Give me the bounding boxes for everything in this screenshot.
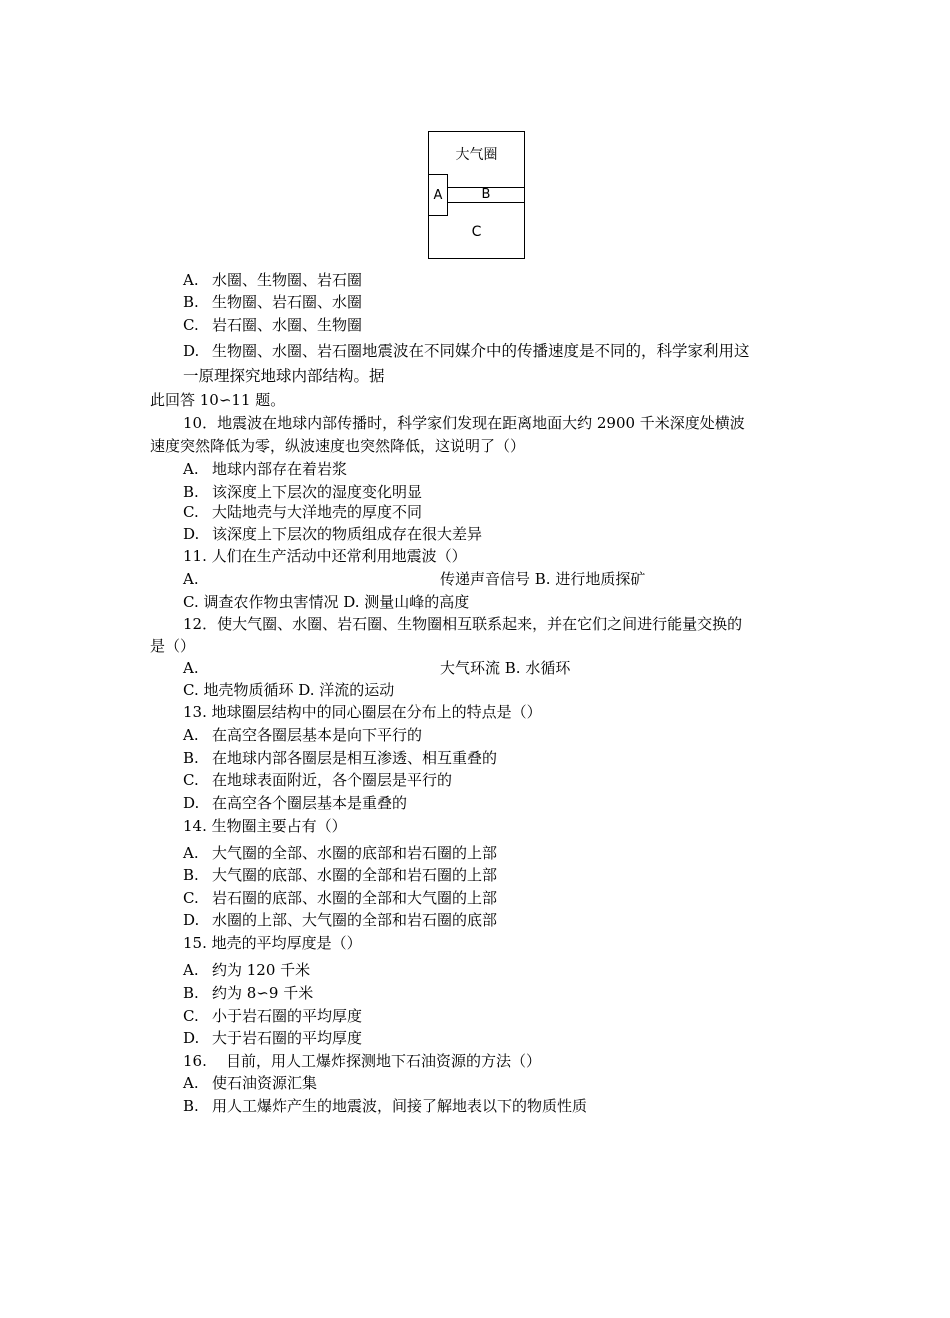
option-letter: A. — [183, 271, 199, 289]
q14-option-d — [183, 910, 497, 930]
diagram-label-b: B — [481, 187, 491, 202]
option-letter: D. — [183, 794, 200, 812]
q9-option-a — [183, 270, 362, 290]
option-letter: B. — [183, 749, 199, 767]
diagram-label-atmosphere: 大气圈 — [455, 147, 498, 163]
q13-stem: 13. 地球圈层结构中的同心圈层在分布上的特点是（） — [183, 703, 542, 721]
option-letter: B. — [183, 483, 199, 501]
option-letter: B. — [183, 1097, 199, 1115]
q10-option-b — [183, 482, 422, 502]
q12-option-a-b: 大气环流 B. 水循环 — [440, 659, 571, 677]
option-text: 岩石圈、水圈、生物圈 — [212, 316, 363, 334]
q14-option-a — [183, 843, 497, 863]
option-text: 约为 8∽9 千米 — [212, 984, 314, 1002]
option-text: 大气圈的全部、水圈的底部和岩石圈的上部 — [212, 844, 498, 862]
option-letter: D. — [183, 911, 200, 929]
diagram-divider-lower — [448, 202, 524, 203]
option-text: 小于岩石圈的平均厚度 — [212, 1007, 363, 1025]
option-text: 水圈的上部、大气圈的全部和岩石圈的底部 — [212, 911, 498, 929]
diagram-label-c: C — [471, 224, 482, 240]
option-letter: A. — [183, 1074, 199, 1092]
q14-stem: 14. 生物圈主要占有（） — [183, 817, 347, 835]
q14-option-b — [183, 865, 497, 885]
q13-option-a — [183, 725, 422, 745]
option-text: 在高空各个圈层基本是重叠的 — [212, 794, 408, 812]
option-letter: C. — [183, 1007, 199, 1025]
option-text: 水圈、生物圈、岩石圈 — [212, 271, 363, 289]
q12-option-c-d: C. 地壳物质循环 D. 洋流的运动 — [183, 681, 395, 699]
option-letter: C. — [183, 771, 199, 789]
q9-option-b — [183, 292, 362, 312]
option-letter: A. — [183, 460, 199, 478]
option-text: 地球内部存在着岩浆 — [212, 460, 348, 478]
q15-option-a — [183, 960, 310, 980]
option-letter: A. — [183, 961, 199, 979]
q9-option-d — [183, 341, 750, 361]
option-text: 大于岩石圈的平均厚度 — [212, 1029, 363, 1047]
intro-text-part2: 一原理探究地球内部结构。据 — [183, 367, 385, 385]
q15-stem: 15. 地壳的平均厚度是（） — [183, 934, 362, 952]
option-text: 大气圈的底部、水圈的全部和岩石圈的上部 — [212, 866, 498, 884]
q15-option-d — [183, 1028, 362, 1048]
option-text: 大陆地壳与大洋地壳的厚度不同 — [212, 503, 423, 521]
option-text: 用人工爆炸产生的地震波，间接了解地表以下的物质性质 — [212, 1097, 588, 1115]
q11-option-a-letter: A. — [183, 570, 199, 588]
option-text: 使石油资源汇集 — [212, 1074, 318, 1092]
q12-stem-line1: 12．使大气圈、水圈、岩石圈、生物圈相互联系起来，并在它们之间进行能量交换的 — [183, 615, 743, 633]
option-text: 约为 120 千米 — [212, 961, 311, 979]
q11-stem: 11. 人们在生产活动中还常利用地震波（） — [183, 547, 467, 565]
q13-option-d — [183, 793, 407, 813]
q10-option-d — [183, 524, 482, 544]
q13-option-c — [183, 770, 452, 790]
earth-sphere-diagram — [428, 131, 525, 259]
option-letter: B. — [183, 984, 199, 1002]
q16-stem: 目前，用人工爆炸探测地下石油资源的方法（） — [226, 1052, 542, 1070]
option-letter: B. — [183, 866, 199, 884]
option-text: 该深度上下层次的湿度变化明显 — [212, 483, 423, 501]
q16-option-b — [183, 1096, 587, 1116]
option-letter: D. — [183, 342, 200, 360]
intro-text-part3: 此回答 10∽11 题。 — [150, 391, 286, 409]
q13-option-b — [183, 748, 497, 768]
option-text: 岩石圈的底部、水圈的全部和大气圈的上部 — [212, 889, 498, 907]
option-text: 在地球内部各圈层是相互渗透、相互重叠的 — [212, 749, 498, 767]
q16-option-a — [183, 1073, 317, 1093]
option-letter: D. — [183, 525, 200, 543]
option-letter: C. — [183, 503, 199, 521]
option-text: 在地球表面附近，各个圈层是平行的 — [212, 771, 453, 789]
option-letter: C. — [183, 889, 199, 907]
option-letter: B. — [183, 293, 199, 311]
option-letter: A. — [183, 844, 199, 862]
option-text: 生物圈、岩石圈、水圈 — [212, 293, 363, 311]
intro-text-part1: 地震波在不同媒介中的传播速度是不同的，科学家利用这 — [362, 342, 750, 360]
q10-stem-line2: 速度突然降低为零，纵波速度也突然降低，这说明了（） — [150, 437, 526, 455]
option-text: 该深度上下层次的物质组成存在很大差异 — [212, 525, 483, 543]
q16-number: 16. — [183, 1052, 207, 1070]
q12-stem-line2: 是（） — [150, 637, 196, 655]
option-letter: D. — [183, 1029, 200, 1047]
q10-option-c — [183, 502, 422, 522]
q14-option-c — [183, 888, 497, 908]
diagram-label-a: A — [428, 174, 448, 216]
q15-option-c — [183, 1006, 362, 1026]
q10-stem-line1: 10．地震波在地球内部传播时，科学家们发现在距离地面大约 2900 千米深度处横波 — [183, 414, 745, 432]
q15-option-b — [183, 983, 313, 1003]
option-text: 在高空各圈层基本是向下平行的 — [212, 726, 423, 744]
option-text: 生物圈、水圈、岩石圈 — [212, 342, 363, 360]
q12-option-a-letter: A. — [183, 659, 199, 677]
q10-option-a — [183, 459, 347, 479]
option-letter: A. — [183, 726, 199, 744]
q9-option-c — [183, 315, 362, 335]
q11-option-c-d: C. 调查农作物虫害情况 D. 测量山峰的高度 — [183, 593, 470, 611]
q11-option-a-b: 传递声音信号 B. 进行地质探矿 — [440, 570, 646, 588]
option-letter: C. — [183, 316, 199, 334]
